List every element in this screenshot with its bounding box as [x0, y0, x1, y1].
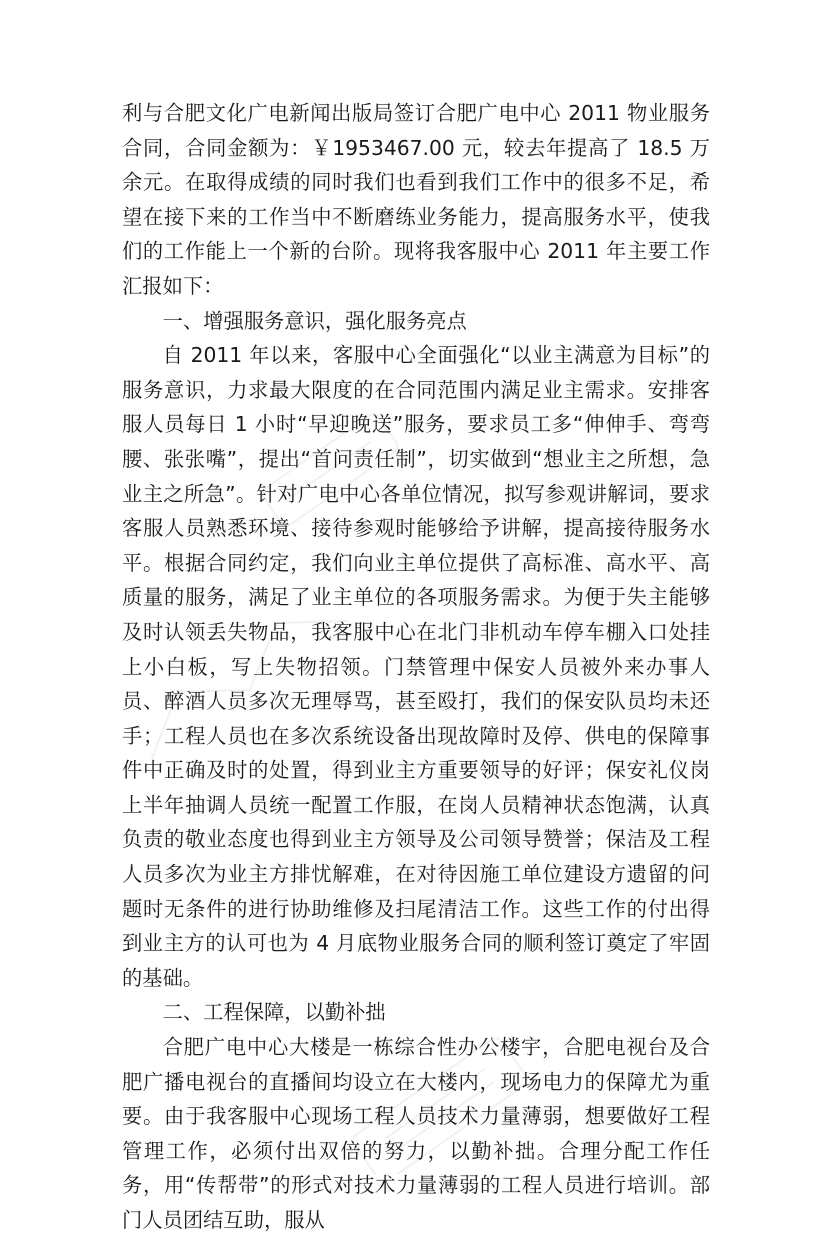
section-heading-2: 二、工程保障，以勤补拙 — [162, 1000, 386, 1025]
paragraph-section-1: 自 2011 年以来，客服中心全面强化“以业主满意为目标”的服务意识，力求最大限度的在合同范围内满足业主需求。安排客服人员每日 1 小时“早迎晚送”服务，要求员工多“伸伸手、弯弯腰、张张嘴”，提出“首问责任制”，切实做到“想业主之所想，急业主之所急”。针对广电中心各单位情况，拟写参观讲解词，要求客服人员熟悉环境、接待参观时能够给予讲解，提高接待服务水平。根据合同约定，我们向业主单位提供了高标准、高水平、高质量的服务，满足了业主单位的各项服务需求。为便于失主能够及时认领丢失物品，我客服中心在北门非机动车停车棚入口处挂上小白板，写上失物招领。门禁管理中保安人员被外来办事人员、醉酒人员多次无理辱骂，甚至殴打，我们的保安队员均未还手；工程人员也在多次系统设备出现故障时及停、供电的保障事件中正确及时的处置，得到业主方重要领导的好评；保安礼仪岗上半年抽调人员统一配置工作服，在岗人员精神状态饱满，认真负责的敬业态度也得到业主方领导及公司领导赞誉；保洁及工程人员多次为业主方排忧解难，在对待因施工单位建设方遗留的问题时无条件的进行协助维修及扫尾清洁工作。这些工作的付出得到业主方的认可也为 4 月底物业服务合同的顺利签订奠定了牢固的基础。 — [122, 343, 710, 990]
paragraph-section-2: 合肥广电中心大楼是一栋综合性办公楼宇，合肥电视台及合肥广播电视台的直播间均设立在大楼内，现场电力的保障尤为重要。由于我客服中心现场工程人员技术力量薄弱，想要做好工程管理工作，必须付出双倍的努力，以勤补拙。合理分配工作任务，用“传帮带”的形式对技术力量薄弱的工程人员进行培训。部门人员团结互助，服从 — [122, 1035, 710, 1232]
section-heading-1: 一、增强服务意识，强化服务亮点 — [162, 308, 467, 333]
document-body — [122, 96, 710, 1238]
paragraph-intro: 利与合肥文化广电新闻出版局签订合肥广电中心 2011 物业服务合同，合同金额为：￥1953467.00 元，较去年提高了 18.5 万余元。在取得成绩的同时我们也看到我们工作中的很多不足，希望在接下来的工作当中不断磨练业务能力，提高服务水平，使我们的工作能上一个新的台阶。现将我客服中心 2011 年主要工作汇报如下： — [122, 101, 710, 298]
